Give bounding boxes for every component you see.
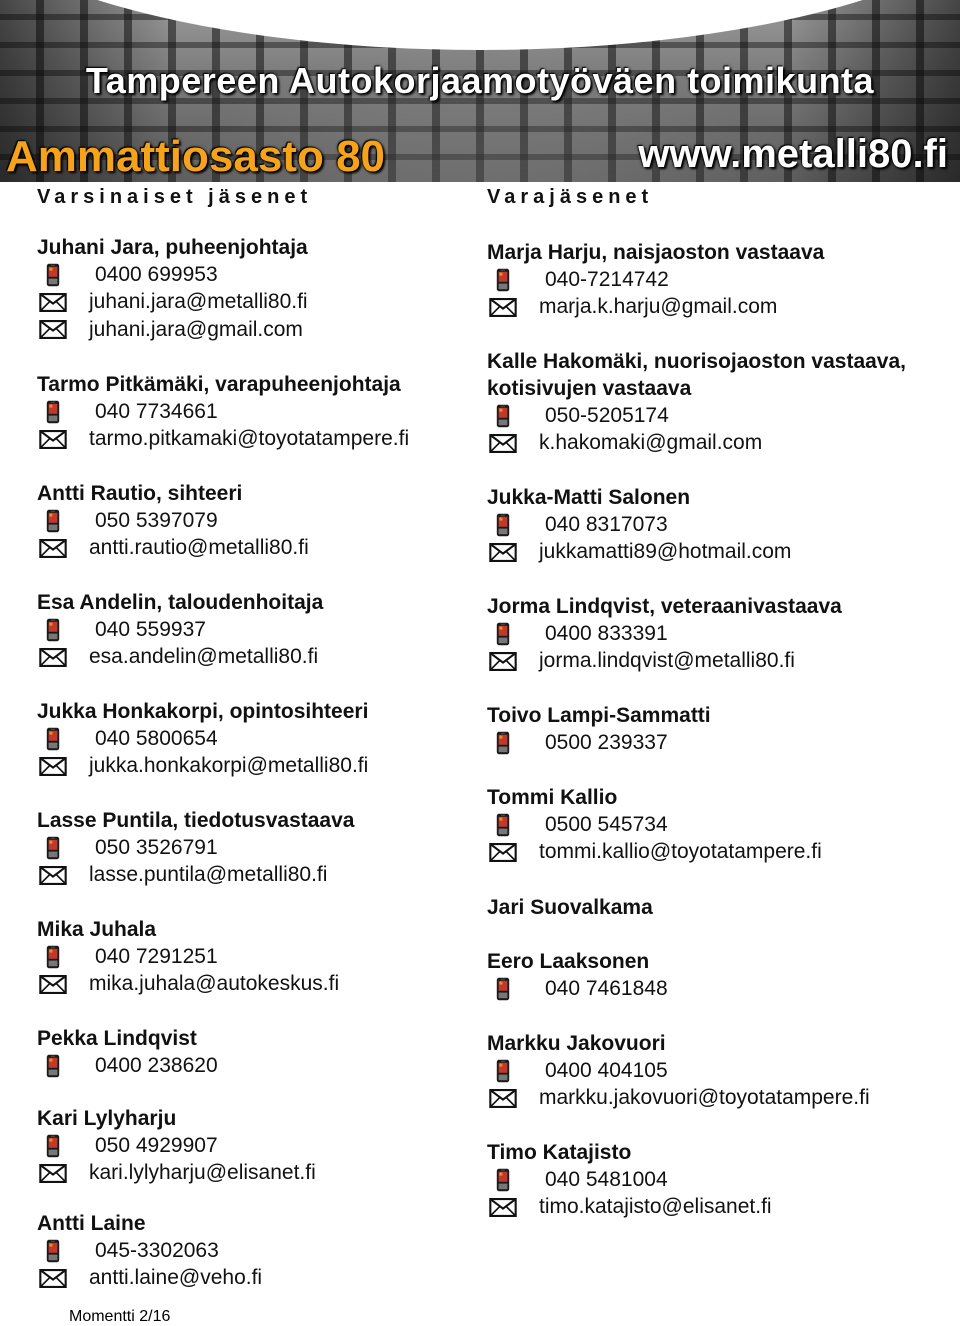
phone-number-row xyxy=(37,834,354,862)
member-card xyxy=(37,589,323,671)
envelope-icon xyxy=(37,975,89,994)
phone-number-row xyxy=(487,266,824,294)
member-role-continued: kotisivujen vastaava xyxy=(487,377,692,400)
email-address-row xyxy=(37,862,354,890)
phone-number[interactable]: 040 8317073 xyxy=(545,512,668,536)
phone-number-row xyxy=(487,1057,870,1085)
mobile-phone-icon xyxy=(487,513,545,537)
member-card xyxy=(37,480,309,562)
member-card xyxy=(487,894,653,921)
phone-number[interactable]: 050 3526791 xyxy=(95,835,218,859)
footer-page-label: Momentti 2/16 xyxy=(69,1308,171,1325)
member-name: Kari Lylyharju xyxy=(37,1107,177,1130)
member-name: Mika Juhala xyxy=(37,918,157,941)
mobile-phone-icon xyxy=(37,1239,95,1263)
phone-number-row xyxy=(37,1132,316,1160)
phone-number[interactable]: 045-3302063 xyxy=(95,1238,219,1262)
member-card xyxy=(487,348,906,457)
email-address[interactable]: k.hakomaki@gmail.com xyxy=(539,431,763,455)
mobile-phone-icon xyxy=(487,268,545,292)
member-name: Pekka Lindqvist xyxy=(37,1027,197,1050)
phone-number-row xyxy=(487,975,668,1003)
heading-varsinaiset-jasenet: Varsinaiset jäsenet xyxy=(37,186,313,208)
mobile-phone-icon xyxy=(37,618,95,642)
phone-number[interactable]: 040 5800654 xyxy=(95,726,218,750)
phone-number[interactable]: 0500 545734 xyxy=(545,812,668,836)
member-name: Tommi Kallio xyxy=(487,786,618,809)
email-address-secondary[interactable]: juhani.jara@gmail.com xyxy=(89,317,303,341)
mobile-phone-icon xyxy=(37,1054,95,1078)
envelope-icon xyxy=(37,320,89,339)
envelope-icon xyxy=(37,1269,89,1288)
email-address[interactable]: juhani.jara@metalli80.fi xyxy=(89,290,308,314)
member-card xyxy=(487,593,842,675)
member-card xyxy=(37,807,354,889)
email-address[interactable]: jukkamatti89@hotmail.com xyxy=(539,540,792,564)
member-name: Eero Laaksonen xyxy=(487,950,650,973)
envelope-icon xyxy=(37,430,89,449)
email-address-row xyxy=(487,294,824,322)
email-address-row xyxy=(37,971,339,999)
email-address[interactable]: lasse.puntila@metalli80.fi xyxy=(89,863,328,887)
envelope-icon xyxy=(37,293,89,312)
email-address-row xyxy=(37,1160,316,1188)
phone-number-row xyxy=(487,811,822,839)
phone-number[interactable]: 0400 833391 xyxy=(545,621,668,645)
heading-varajasenet: Varajäsenet xyxy=(487,186,654,208)
email-address-secondary-row xyxy=(37,316,308,344)
phone-number[interactable]: 040 5481004 xyxy=(545,1167,668,1191)
phone-number[interactable]: 040 559937 xyxy=(95,617,206,641)
email-address-row xyxy=(487,1194,772,1222)
email-address-row xyxy=(37,1265,262,1293)
member-name: Antti Laine xyxy=(37,1212,146,1235)
email-address[interactable]: esa.andelin@metalli80.fi xyxy=(89,645,319,669)
phone-number-row xyxy=(37,943,339,971)
member-name: Jari Suovalkama xyxy=(487,896,653,919)
envelope-icon xyxy=(487,1198,539,1217)
phone-number[interactable]: 040-7214742 xyxy=(545,267,669,291)
envelope-icon xyxy=(487,1089,539,1108)
phone-number-row xyxy=(37,507,309,535)
member-card xyxy=(37,1210,262,1292)
email-address[interactable]: jorma.lindqvist@metalli80.fi xyxy=(539,649,795,673)
phone-number-row xyxy=(487,511,791,539)
envelope-icon xyxy=(37,866,89,885)
email-address-row xyxy=(487,539,791,567)
member-card xyxy=(37,916,339,998)
member-name: Toivo Lampi-Sammatti xyxy=(487,704,711,727)
envelope-icon xyxy=(37,539,89,558)
member-card xyxy=(37,698,368,780)
mobile-phone-icon xyxy=(37,263,95,287)
phone-number[interactable]: 050-5205174 xyxy=(545,403,669,427)
email-address[interactable]: kari.lylyharju@elisanet.fi xyxy=(89,1161,316,1185)
envelope-icon xyxy=(37,648,89,667)
email-address-row xyxy=(487,1085,870,1113)
email-address-row xyxy=(487,430,906,458)
member-card xyxy=(487,948,668,1003)
phone-number[interactable]: 0400 238620 xyxy=(95,1053,218,1077)
member-card xyxy=(37,1105,316,1187)
phone-number[interactable]: 0400 404105 xyxy=(545,1058,668,1082)
mobile-phone-icon xyxy=(487,404,545,428)
envelope-icon xyxy=(37,1164,89,1183)
mobile-phone-icon xyxy=(37,509,95,533)
email-address-row xyxy=(487,648,842,676)
email-address[interactable]: antti.rautio@metalli80.fi xyxy=(89,536,309,560)
member-card xyxy=(487,484,791,566)
email-address[interactable]: tarmo.pitkamaki@toyotatampere.fi xyxy=(89,427,410,451)
envelope-icon xyxy=(487,434,539,453)
member-card xyxy=(37,1025,218,1080)
phone-number[interactable]: 050 4929907 xyxy=(95,1133,218,1157)
email-address[interactable]: timo.katajisto@elisanet.fi xyxy=(539,1195,772,1219)
member-name: Esa Andelin, taloudenhoitaja xyxy=(37,591,324,614)
phone-number[interactable]: 040 7461848 xyxy=(545,976,668,1000)
member-name: Lasse Puntila, tiedotusvastaava xyxy=(37,809,355,832)
phone-number[interactable]: 040 7734661 xyxy=(95,399,218,423)
phone-number-row xyxy=(37,261,308,289)
phone-number[interactable]: 0400 699953 xyxy=(95,262,218,286)
envelope-icon xyxy=(37,757,89,776)
member-name: Markku Jakovuori xyxy=(487,1032,666,1055)
email-address[interactable]: tommi.kallio@toyotatampere.fi xyxy=(539,840,822,864)
phone-number[interactable]: 040 7291251 xyxy=(95,944,218,968)
mobile-phone-icon xyxy=(487,622,545,646)
member-card xyxy=(487,1030,870,1112)
phone-number-row xyxy=(487,620,842,648)
page-title: Tampereen Autokorjaamotyöväen toimikunta xyxy=(85,60,875,101)
phone-number-row xyxy=(487,402,906,430)
phone-number-row xyxy=(487,729,711,757)
member-card xyxy=(37,234,308,344)
member-name: Jukka-Matti Salonen xyxy=(487,486,691,509)
mobile-phone-icon xyxy=(487,1168,545,1192)
envelope-icon xyxy=(487,652,539,671)
member-name: Marja Harju, naisjaoston vastaava xyxy=(487,241,825,264)
mobile-phone-icon xyxy=(487,977,545,1001)
member-card xyxy=(487,784,822,866)
email-address-row xyxy=(37,535,309,563)
email-address-row xyxy=(37,753,368,781)
mobile-phone-icon xyxy=(487,813,545,837)
banner-top-arc xyxy=(0,0,960,50)
header-banner xyxy=(0,0,960,182)
member-card xyxy=(487,1139,772,1221)
member-name: Kalle Hakomäki, nuorisojaoston vastaava, xyxy=(487,350,906,373)
phone-number[interactable]: 0500 239337 xyxy=(545,730,668,754)
member-name: Tarmo Pitkämäki, varapuheenjohtaja xyxy=(37,373,401,396)
phone-number-row xyxy=(37,725,368,753)
email-address-row xyxy=(487,839,822,867)
phone-number[interactable]: 050 5397079 xyxy=(95,508,218,532)
member-name: Jukka Honkakorpi, opintosihteeri xyxy=(37,700,369,723)
member-card xyxy=(487,702,711,757)
email-address[interactable]: antti.laine@veho.fi xyxy=(89,1266,263,1290)
email-address-row xyxy=(37,644,323,672)
member-card xyxy=(487,239,824,321)
phone-number-row xyxy=(487,1166,772,1194)
mobile-phone-icon xyxy=(37,945,95,969)
email-address-row xyxy=(37,426,409,454)
email-address[interactable]: markku.jakovuori@toyotatampere.fi xyxy=(539,1086,870,1110)
member-card xyxy=(37,371,409,453)
website-url[interactable]: www.metalli80.fi xyxy=(638,132,948,176)
phone-number-row xyxy=(37,616,323,644)
mobile-phone-icon xyxy=(37,400,95,424)
member-name: Juhani Jara, puheenjohtaja xyxy=(37,236,308,259)
phone-number-row xyxy=(37,1052,218,1080)
phone-number-row xyxy=(37,1237,262,1265)
email-address-row xyxy=(37,289,308,317)
member-name: Antti Rautio, sihteeri xyxy=(37,482,243,505)
member-name: Jorma Lindqvist, veteraanivastaava xyxy=(487,595,842,618)
email-address[interactable]: jukka.honkakorpi@metalli80.fi xyxy=(89,754,369,778)
email-address[interactable]: marja.k.harju@gmail.com xyxy=(539,295,778,319)
mobile-phone-icon xyxy=(487,1059,545,1083)
mobile-phone-icon xyxy=(37,1134,95,1158)
mobile-phone-icon xyxy=(37,727,95,751)
email-address[interactable]: mika.juhala@autokeskus.fi xyxy=(89,972,340,996)
member-name: Timo Katajisto xyxy=(487,1141,632,1164)
brand-name: Ammattiosasto 80 xyxy=(6,132,386,181)
envelope-icon xyxy=(487,843,539,862)
phone-number-row xyxy=(37,398,409,426)
mobile-phone-icon xyxy=(487,731,545,755)
envelope-icon xyxy=(487,298,539,317)
mobile-phone-icon xyxy=(37,836,95,860)
envelope-icon xyxy=(487,543,539,562)
